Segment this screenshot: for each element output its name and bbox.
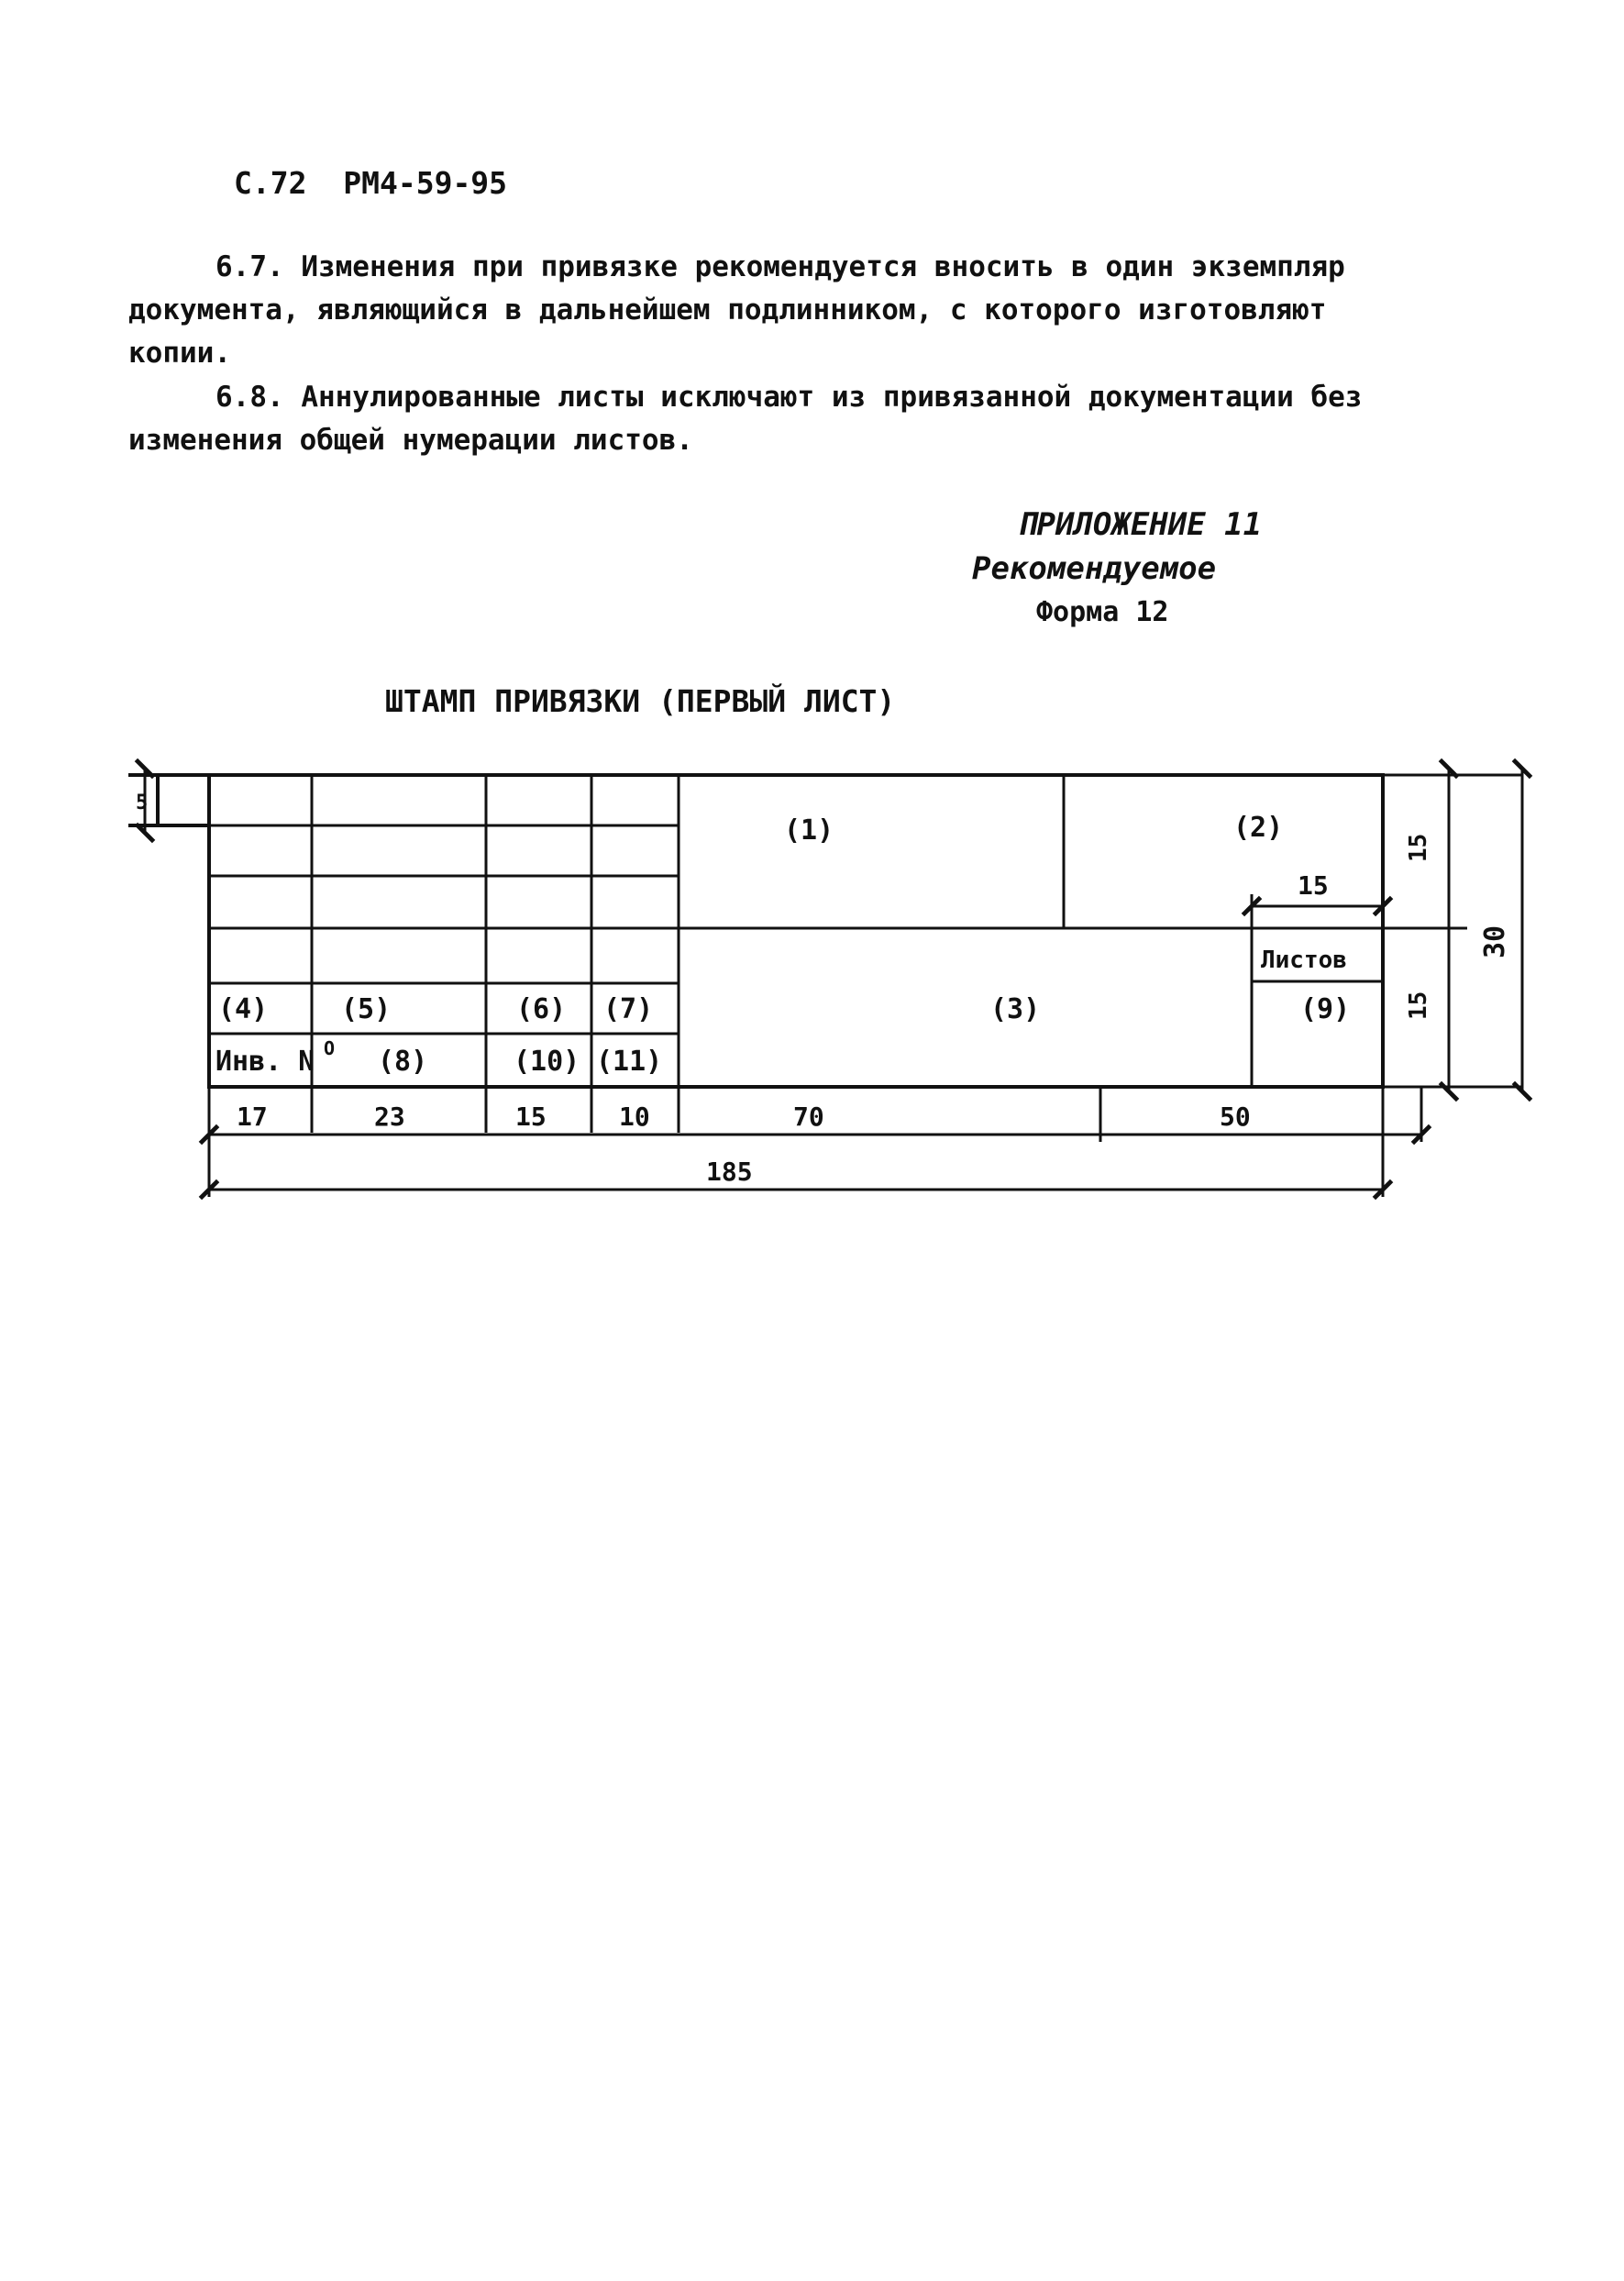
dim-upper-15: 15 xyxy=(1405,833,1432,862)
field-6: (6) xyxy=(516,993,567,1025)
appendix-form: Форма 12 xyxy=(1036,596,1169,628)
field-4: (4) xyxy=(218,993,269,1025)
inv-superscript: О xyxy=(324,1037,336,1059)
dim-15: 15 xyxy=(515,1102,547,1132)
dim-185: 185 xyxy=(706,1157,753,1187)
stamp-frame xyxy=(128,775,1383,1087)
field-11: (11) xyxy=(596,1046,663,1078)
inv-label: Инв. N xyxy=(215,1046,315,1078)
dim-23: 23 xyxy=(374,1102,405,1132)
paragraph-line: документа, являющийся в дальнейшем подлинником, с которого изготовляют xyxy=(128,293,1327,327)
dim-10: 10 xyxy=(619,1102,650,1132)
field-7: (7) xyxy=(603,993,654,1025)
dim-17: 17 xyxy=(237,1102,268,1132)
field-8: (8) xyxy=(378,1046,428,1078)
field-9: (9) xyxy=(1300,993,1351,1025)
doc-code: РМ4-59-95 xyxy=(343,165,508,201)
dim-70: 70 xyxy=(793,1102,824,1132)
field-5: (5) xyxy=(341,993,392,1025)
dim-5: 5 xyxy=(136,792,149,814)
dim-50: 50 xyxy=(1220,1102,1251,1132)
field-1: (1) xyxy=(784,814,834,847)
sheets-label: Листов xyxy=(1261,947,1347,974)
paragraph-line: изменения общей нумерации листов. xyxy=(128,424,693,457)
appendix-title: ПРИЛОЖЕНИЕ 11 xyxy=(1018,506,1263,543)
field-2: (2) xyxy=(1233,812,1284,844)
paragraph-line: 6.7. Изменения при привязке рекомендуется вносить в один экземпляр xyxy=(215,250,1345,283)
field-3: (3) xyxy=(990,993,1041,1025)
field-10: (10) xyxy=(514,1046,580,1078)
dim-lower-15: 15 xyxy=(1405,991,1432,1020)
paragraph-line: копии. xyxy=(128,337,231,370)
stamp-title: ШТАМП ПРИВЯЗКИ (ПЕРВЫЙ ЛИСТ) xyxy=(385,683,896,719)
dim-sheets-15: 15 xyxy=(1298,870,1329,901)
appendix-status: Рекомендуемое xyxy=(972,550,1217,587)
dim-total-30: 30 xyxy=(1479,925,1511,958)
paragraph-line: 6.8. Аннулированные листы исключают из привязанной документации без xyxy=(215,381,1363,414)
page-label: С.72 xyxy=(234,165,307,201)
